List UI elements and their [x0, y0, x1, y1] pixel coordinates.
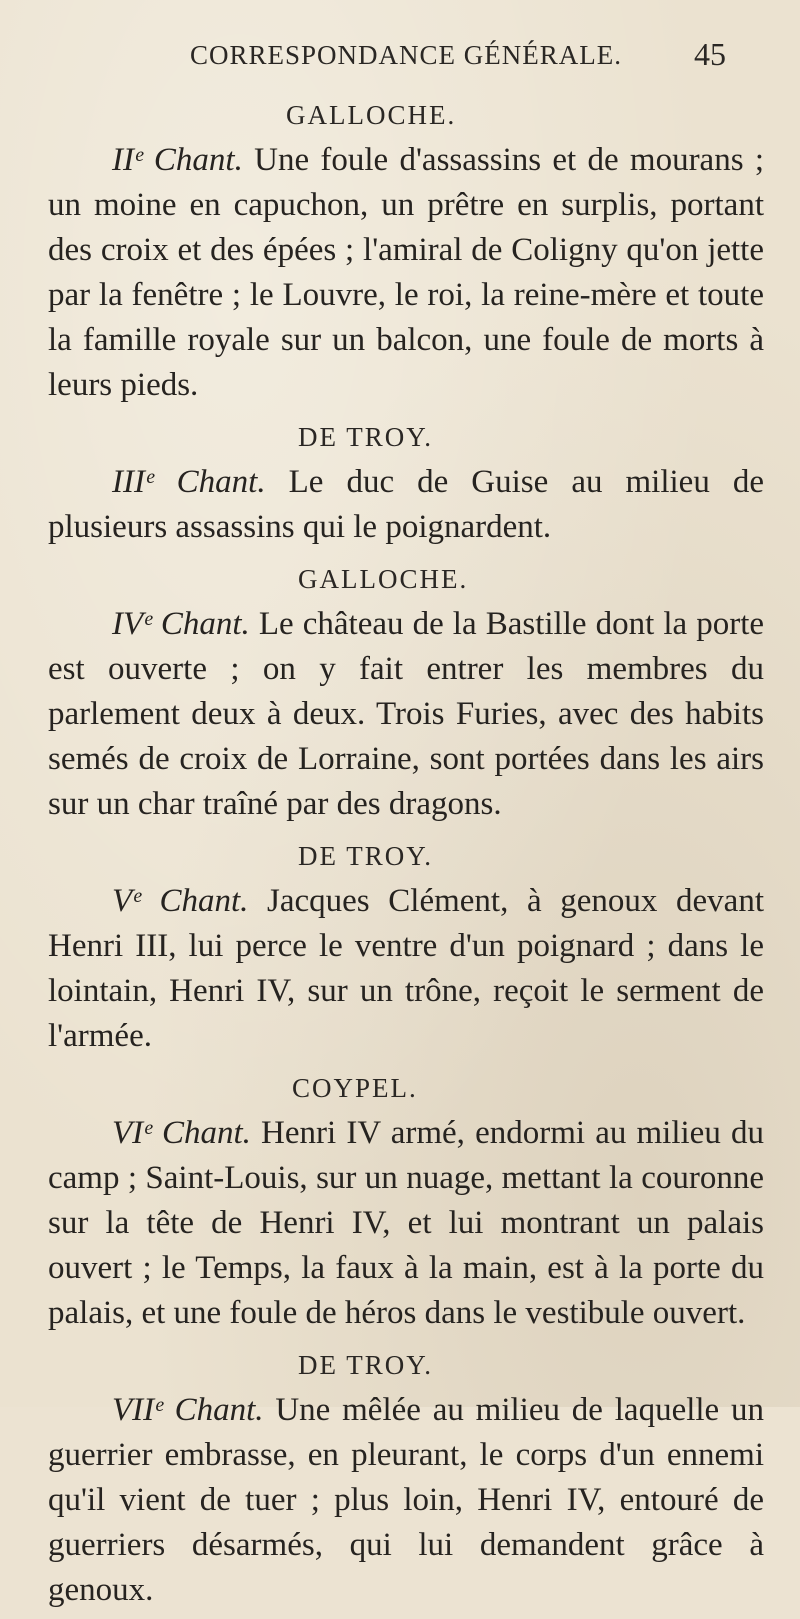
canto-description: Le château de la Bastille dont la porte est ouverte ; on y fait entrer les membres du parlement deux à deux. Trois Furies, avec des habits semés de croix de Lorraine, sont portées dans les airs sur un char traîné par des dragons.: [48, 606, 765, 822]
canto-description: Une foule d'assassins et de mourans ; un moine en capuchon, un prêtre en surplis, portant des croix et des épées ; l'amiral de Coligny qu'on jette par la fenêtre ; le Louvre, le roi, la reine-mère et toute la famille royale sur un balcon, une foule de morts à leurs pieds.: [48, 142, 764, 403]
canto-label: VIIᵉ Chant.: [112, 1392, 264, 1428]
canto-label: IIIᵉ Chant.: [112, 464, 266, 500]
artist-name: GALLOCHE.: [286, 100, 457, 130]
artist-name: GALLOCHE.: [298, 564, 469, 594]
page-number: 45: [694, 36, 726, 72]
canto-label: VIᵉ Chant.: [112, 1115, 251, 1151]
canto-label: IIᵉ Chant.: [112, 142, 243, 178]
artist-name: DE TROY.: [298, 422, 434, 452]
canto-entry: [48, 1111, 764, 1336]
canto-label: Vᵉ Chant.: [112, 883, 249, 919]
artist-name: DE TROY.: [298, 841, 434, 871]
canto-entry: [48, 460, 764, 550]
canto-entry: [48, 138, 764, 408]
canto-label: IVᵉ Chant.: [112, 606, 250, 642]
canto-description: Le duc de Guise au milieu de plusieurs assassins qui le poignardent.: [48, 464, 765, 545]
canto-entry: [48, 1388, 764, 1613]
canto-entry: [48, 879, 764, 1059]
text-block: [48, 92, 764, 1619]
artist-name: COYPEL.: [292, 1073, 418, 1103]
artist-name: DE TROY.: [298, 1350, 434, 1380]
canto-description: Jacques Clément, à genoux devant Henri III, lui perce le ventre d'un poignard ; dans le lointain, Henri IV, sur un trône, reçoit le serment de l'armée.: [48, 883, 764, 1054]
canto-entry: [48, 602, 764, 827]
canto-description: Une mêlée au milieu de laquelle un guerrier embrasse, en pleurant, le corps d'un ennemi qu'il vient de tuer ; plus loin, Henri IV, entouré de guerriers désarmés, qui lui demandent grâce à genoux.: [48, 1392, 765, 1608]
canto-description: Henri IV armé, endormi au milieu du camp ; Saint-Louis, sur un nuage, mettant la couronne sur la tête de Henri IV, et lui montrant un palais ouvert ; le Temps, la faux à la main, est à la porte du palais, et une foule de héros dans le vestibule ouvert.: [48, 1115, 764, 1331]
running-head: CORRESPONDANCE GÉNÉRALE.: [190, 40, 623, 70]
